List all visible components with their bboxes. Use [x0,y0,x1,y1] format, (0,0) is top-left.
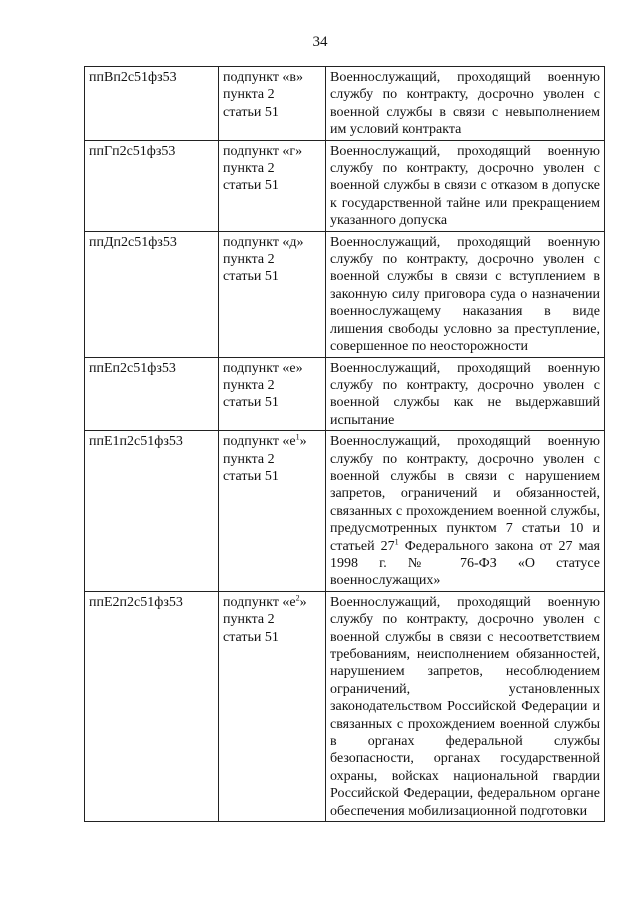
row-reference [219,591,326,821]
row-reference [219,431,326,592]
page-number: 34 [312,34,328,50]
row-code: ппДп2с51фз53 [85,231,219,357]
point-label: пункта 2 [223,612,275,628]
row-reference [219,140,326,231]
table-row [85,140,605,231]
row-description: Военнослужащий, проходящий военную службу по контракту, досрочно уволен с военной службы в связи с несоответствием требованиям, неисполнением обязанностей, нарушением запретов, несоблюдением ограничений, установленных законодательством Российской Федерации и связанных с прохождением военной службы в органах федеральной службы безопасности, органах государственной охраны, войсках национальной гвардии Российской Федерации, федеральном органе обеспечения мобилизационной подготовки [326,591,605,821]
point-label: пункта 2 [223,377,275,393]
row-code: ппГп2с51фз53 [85,140,219,231]
subpoint-suffix: » [299,434,307,450]
subpoint-label: подпункт «е» [223,360,303,376]
table-row [85,591,605,821]
row-description: Военнослужащий, проходящий военную службу по контракту, досрочно уволен с военной службы в связи с невыполнением им условий контракта [326,67,605,141]
row-reference [219,357,326,431]
point-label: пункта 2 [223,451,275,467]
description-part-b: Федерального закона от 27 мая 1998 г. № 76-ФЗ «О статусе военнослужащих» [330,538,600,589]
row-description: Военнослужащий, проходящий военную службу по контракту, досрочно уволен с военной службы в связи с отказом в допуске к государственной тайне или прекращением указанного допуска [326,140,605,231]
description-part-a: Военнослужащий, проходящий военную службу по контракту, досрочно уволен с военной службы в связи с нарушением запретов, ограничений и обязанностей, связанных с прохождением военной службы, предусмотренных пунктом 7 статьи 10 и статьей 27 [330,434,600,554]
row-code: ппЕ2п2с51фз53 [85,591,219,821]
row-code: ппЕп2с51фз53 [85,357,219,431]
subpoint-suffix: » [299,594,307,610]
table-row [85,67,605,141]
row-code: ппВп2с51фз53 [85,67,219,141]
subpoint-superscript: 1 [295,432,300,442]
row-reference [219,67,326,141]
article-label: статьи 51 [223,269,279,285]
subpoint-prefix: подпункт «е [223,594,296,610]
subpoint-label: подпункт «в» [223,70,304,85]
subpoint-label [223,433,321,450]
row-code: ппЕ1п2с51фз53 [85,431,219,592]
point-label: пункта 2 [223,161,275,177]
row-description: Военнослужащий, проходящий военную службу по контракту, досрочно уволен с военной службы в связи с вступлением в законную силу приговора суда о назначении военнослужащему наказания в виде лишения свободы условно за преступление, совершенное по неосторожности [326,231,605,357]
codes-table [84,66,605,822]
table-row [85,231,605,357]
subpoint-label: подпункт «г» [223,143,303,159]
point-label: пункта 2 [223,252,275,268]
article-label: статьи 51 [223,395,279,411]
subpoint-prefix: подпункт «е [223,434,296,450]
article-label: статьи 51 [223,104,279,120]
subpoint-superscript: 2 [295,593,300,603]
row-reference [219,231,326,357]
article-label: статьи 51 [223,468,279,484]
description-superscript: 1 [394,536,399,546]
subpoint-label: подпункт «д» [223,234,304,250]
row-description [326,431,605,592]
row-description: Военнослужащий, проходящий военную службу по контракту, досрочно уволен с военной службы как не выдержавший испытание [326,357,605,431]
table-row [85,357,605,431]
table-row [85,431,605,592]
subpoint-label [223,594,321,611]
article-label: статьи 51 [223,629,279,645]
point-label: пункта 2 [223,87,275,103]
article-label: статьи 51 [223,178,279,194]
